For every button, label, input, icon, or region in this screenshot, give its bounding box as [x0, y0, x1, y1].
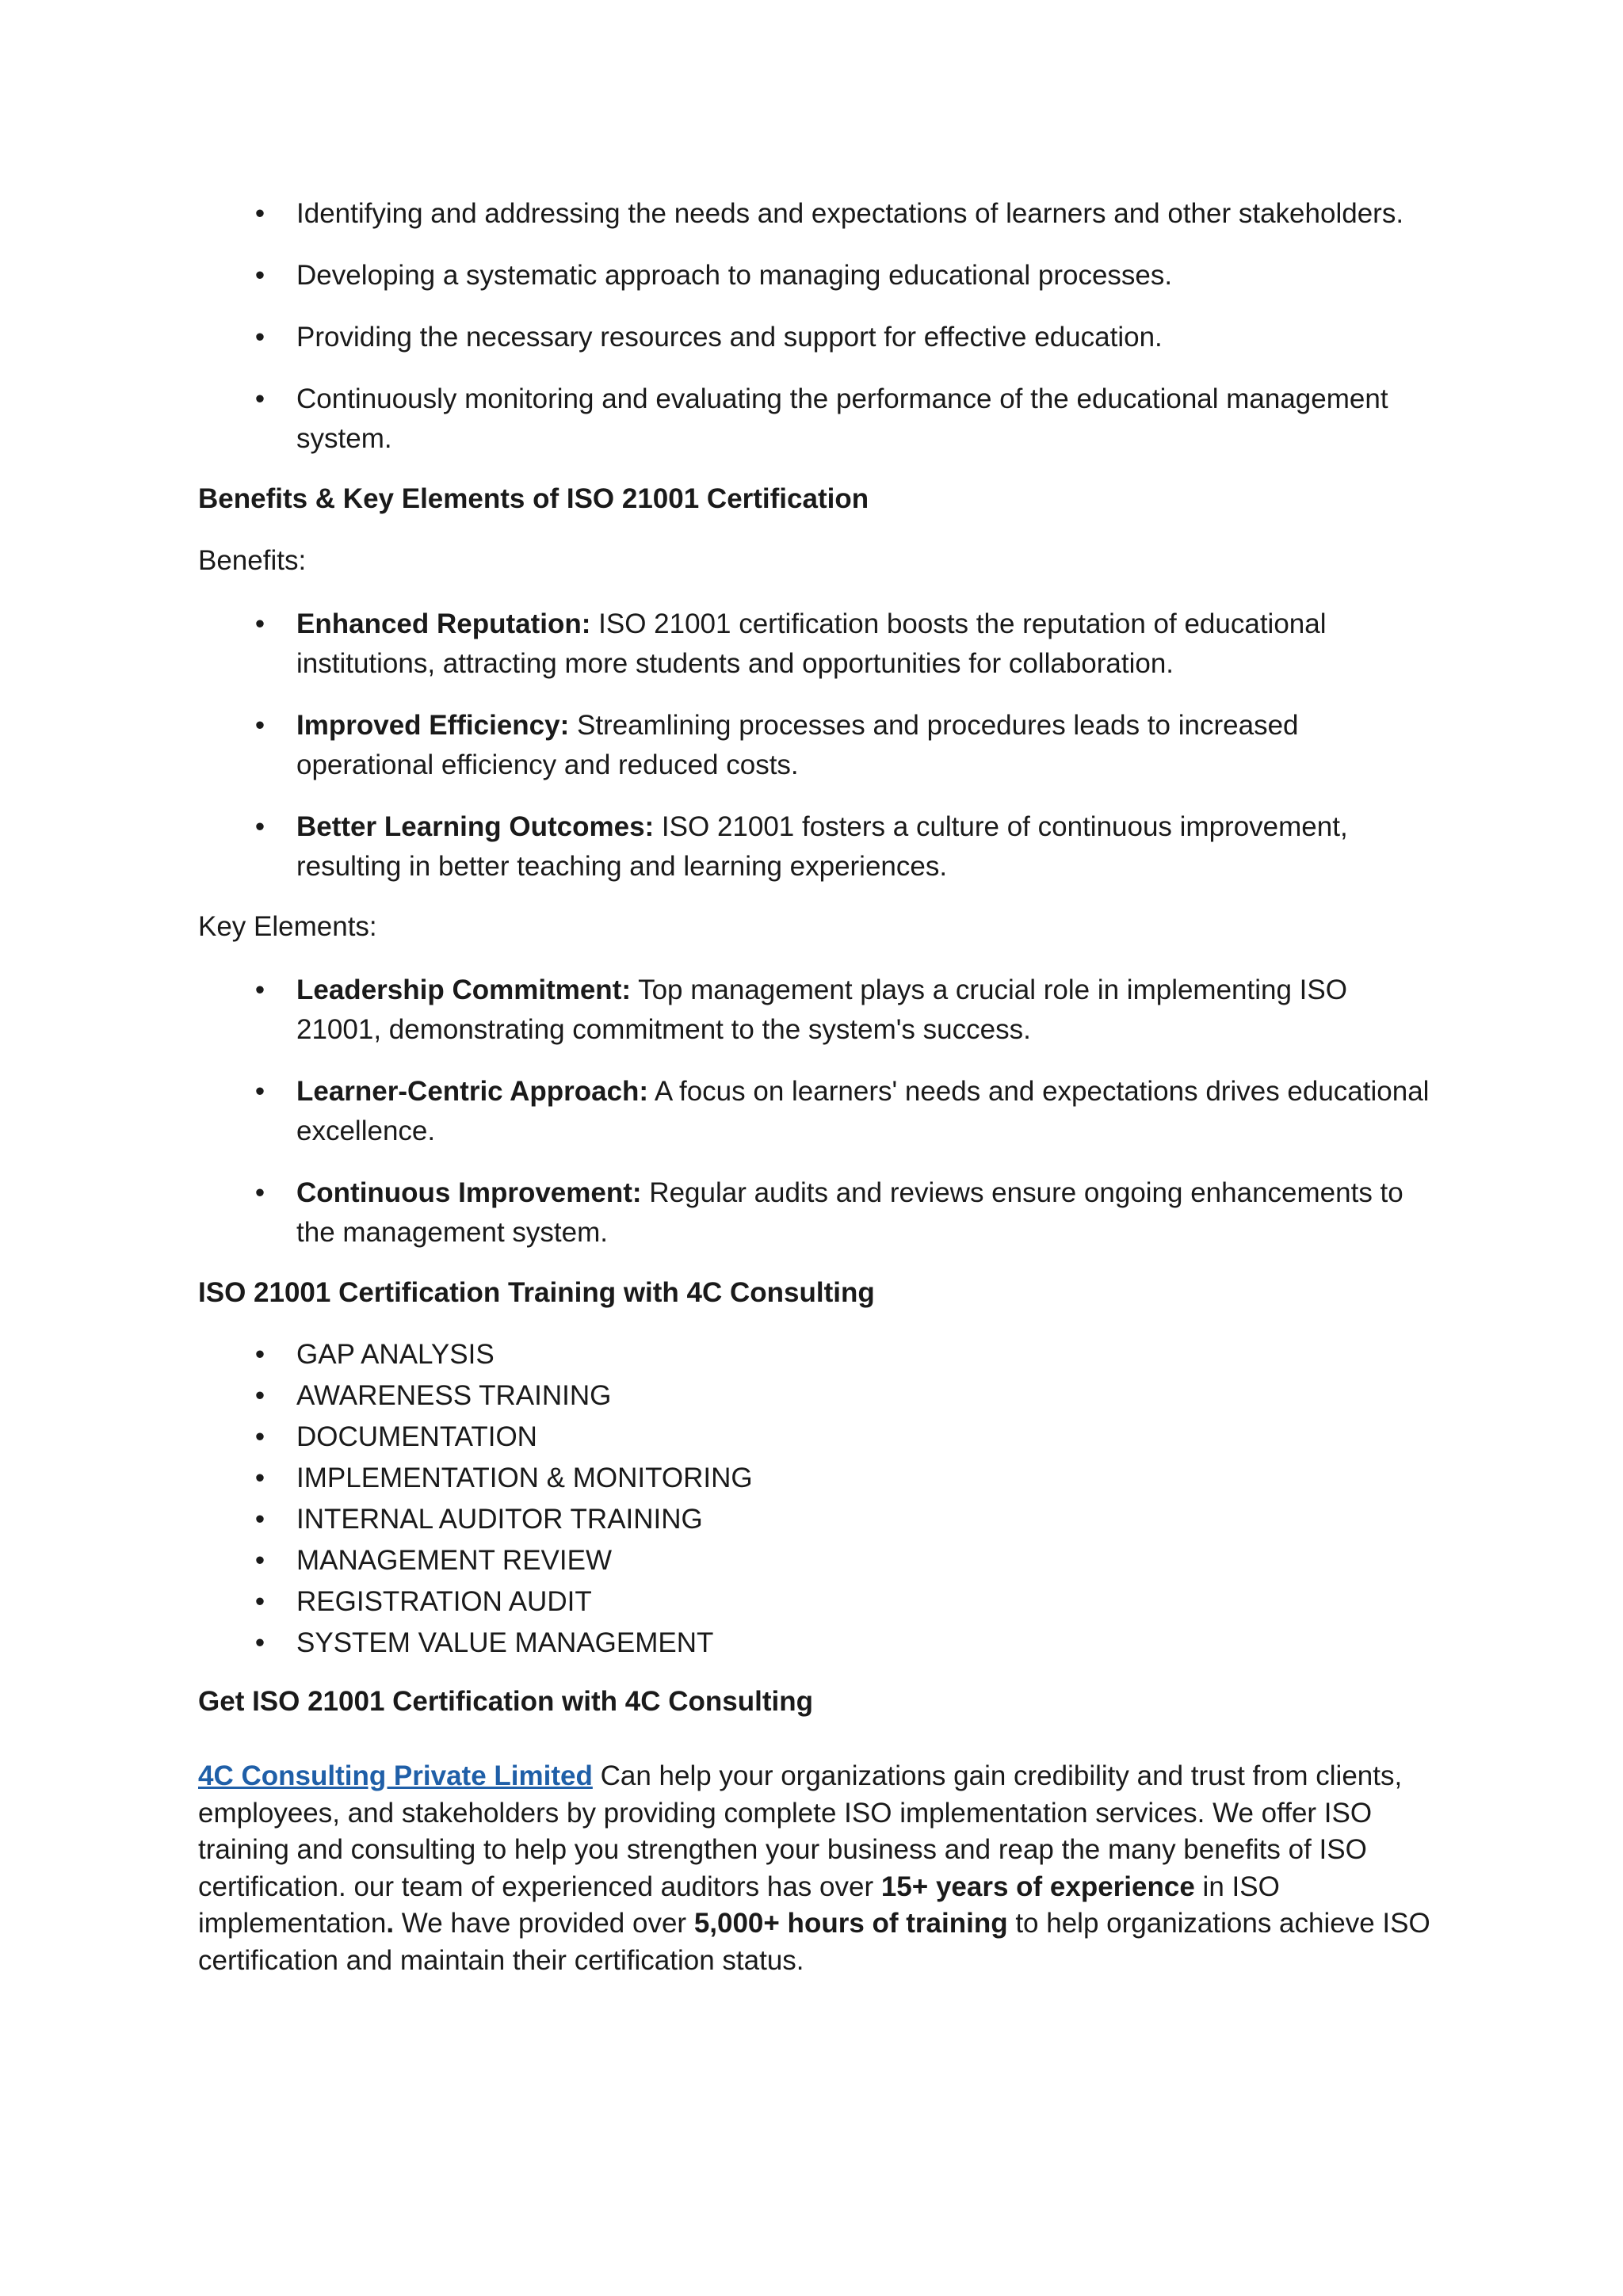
list-item: • Continuously monitoring and evaluating the performance of the educational management system. — [198, 379, 1434, 459]
company-paragraph: 4C Consulting Private Limited Can help your organizations gain credibility and trust from clients, employees, and stakeholders by providing complete ISO implementation services. We offer ISO training and consulting to help you strengthen your business and reap the many benefits of ISO certification. our team of experienced auditors has over 15+ years of experience in ISO implementation. We have provided over 5,000+ hours of training to help organizations achieve ISO certification and maintain their certification status. — [198, 1760, 1430, 1976]
bullet-icon: • — [254, 383, 265, 414]
bullet-icon: • — [254, 1380, 265, 1411]
bullet-icon: • — [254, 1463, 265, 1493]
bullet-icon: • — [254, 198, 265, 229]
training-heading: ISO 21001 Certification Training with 4C Consulting — [198, 1277, 875, 1308]
bullet-icon: • — [254, 1545, 265, 1576]
list-item: • DOCUMENTATION — [198, 1417, 1434, 1457]
list-item: • GAP ANALYSIS — [198, 1335, 1434, 1375]
bullet-icon: • — [254, 1076, 265, 1107]
key-element-term: Continuous Improvement: — [296, 1177, 642, 1208]
key-element-text: A focus on learners' needs and expectations drives educational excellence. — [296, 1076, 1430, 1146]
benefit-text: ISO 21001 certification boosts the reputation of educational institutions, attracting more students and opportunities for collaboration. — [296, 608, 1327, 679]
benefit-term: Better Learning Outcomes: — [296, 811, 655, 842]
benefit-term: Improved Efficiency: — [296, 710, 570, 741]
experience-highlight: 15+ years of experience — [880, 1871, 1195, 1902]
benefits-heading: Benefits & Key Elements of ISO 21001 Certification — [198, 483, 869, 514]
bullet-icon: • — [254, 1504, 265, 1535]
list-item — [198, 1072, 1434, 1151]
benefits-label: Benefits: — [198, 545, 307, 576]
list-item — [198, 807, 1434, 887]
benefit-text: ISO 21001 fosters a culture of continuous improvement, resulting in better teaching and learning experiences. — [296, 811, 1348, 882]
bullet-icon: • — [254, 811, 265, 842]
benefit-term: Enhanced Reputation: — [296, 608, 591, 639]
list-item: • INTERNAL AUDITOR TRAINING — [198, 1500, 1434, 1539]
bullet-icon: • — [254, 710, 265, 741]
list-item: • Providing the necessary resources and support for effective education. — [198, 318, 1434, 357]
key-element-term: Leadership Commitment: — [296, 974, 631, 1005]
bullet-icon: • — [254, 1586, 265, 1617]
key-elements-label: Key Elements: — [198, 911, 377, 942]
bullet-icon: • — [254, 1421, 265, 1452]
list-item — [198, 706, 1434, 785]
bullet-icon: • — [254, 974, 265, 1005]
list-item: • Developing a systematic approach to managing educational processes. — [198, 256, 1434, 296]
get-certification-heading: Get ISO 21001 Certification with 4C Consulting — [198, 1686, 813, 1717]
bullet-icon: • — [254, 1177, 265, 1208]
key-element-text: Regular audits and reviews ensure ongoing enhancements to the management system. — [296, 1177, 1403, 1248]
list-item — [198, 1173, 1434, 1253]
intro-list — [198, 194, 1434, 459]
list-item: • SYSTEM VALUE MANAGEMENT — [198, 1623, 1434, 1663]
bullet-icon: • — [254, 608, 265, 639]
key-elements-list — [198, 971, 1434, 1253]
benefit-text: Streamlining processes and procedures leads to increased operational efficiency and reduced costs. — [296, 710, 1299, 780]
list-item — [198, 971, 1434, 1050]
company-link[interactable]: 4C Consulting Private Limited — [198, 1760, 593, 1791]
training-hours-highlight: 5,000+ hours of training — [693, 1908, 1008, 1939]
bullet-icon: • — [254, 260, 265, 291]
bullet-icon: • — [254, 322, 265, 353]
document-content — [198, 194, 1434, 1979]
training-list — [198, 1335, 1434, 1663]
key-element-term: Learner-Centric Approach: — [296, 1076, 649, 1107]
list-item: • Identifying and addressing the needs and expectations of learners and other stakeholders. — [198, 194, 1434, 234]
bullet-icon: • — [254, 1627, 265, 1658]
list-item: • AWARENESS TRAINING — [198, 1376, 1434, 1416]
key-element-text: Top management plays a crucial role in implementing ISO 21001, demonstrating commitment to the system's success. — [296, 974, 1347, 1045]
bullet-icon: • — [254, 1339, 265, 1370]
list-item: • REGISTRATION AUDIT — [198, 1582, 1434, 1622]
benefits-list — [198, 605, 1434, 887]
list-item: • MANAGEMENT REVIEW — [198, 1541, 1434, 1581]
list-item — [198, 605, 1434, 684]
list-item: • IMPLEMENTATION & MONITORING — [198, 1459, 1434, 1498]
